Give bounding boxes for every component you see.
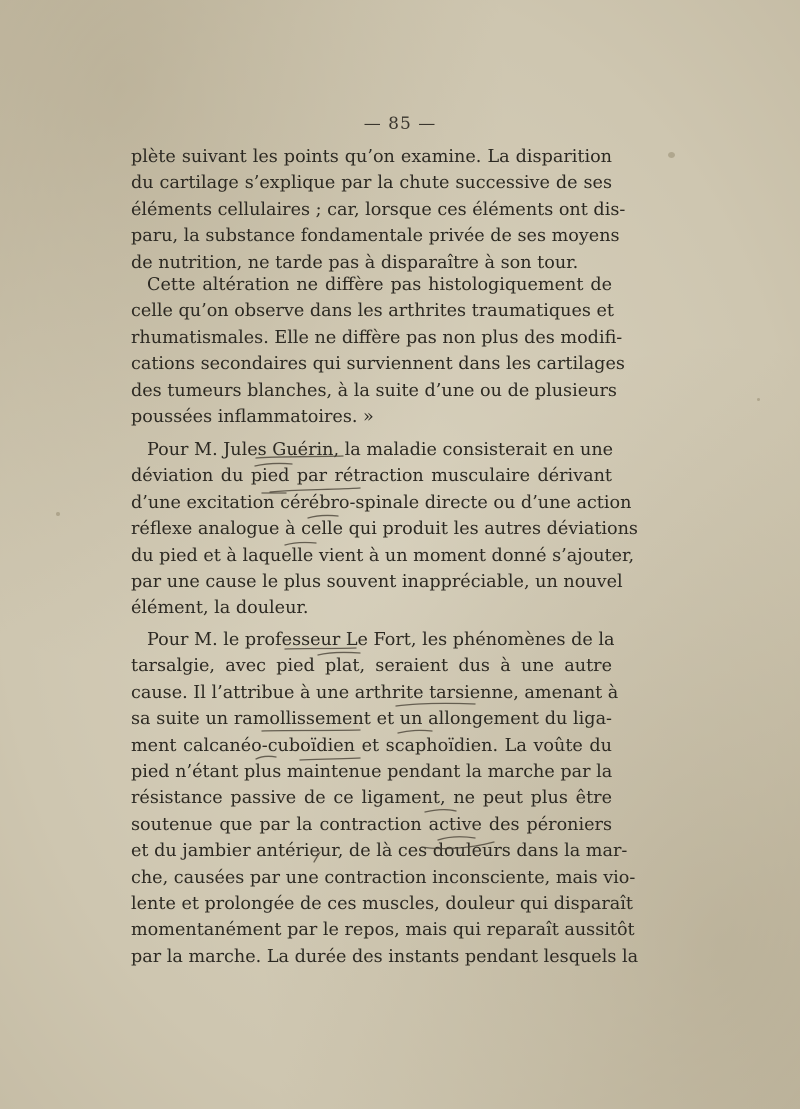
paragraph-4 (131, 627, 639, 970)
text-line: celle qu’on observe dans les arthrites traumatiques et (131, 301, 614, 322)
text-line: cations secondaires qui surviennent dans les cartilages (131, 354, 625, 375)
text-line: rhumatismales. Elle ne diffère pas non plus des modifi- (131, 327, 623, 348)
text-line: pied n’étant plus maintenue pendant la marche par la (131, 761, 613, 782)
text-line: Pour M. le professeur Le Fort, les phénomènes de la (147, 630, 615, 650)
text-line: du cartilage s’explique par la chute successive de ses (131, 173, 612, 194)
text-line: lente et prolongée de ces muscles, douleur qui disparaît (131, 893, 633, 914)
text-line: d’une excitation cérébro-spinale directe ou d’une action (131, 492, 632, 513)
text-line: du pied et à laquelle vient à un moment donné s’ajouter, (131, 545, 635, 566)
text-line: plète suivant les points qu’on examine. La disparition (131, 147, 612, 167)
text-line: déviation du pied par rétraction musculaire dérivant (131, 466, 612, 487)
paragraph-2 (131, 272, 625, 430)
text-line: et du jambier antérieur, de là ces douleurs dans la mar- (131, 841, 628, 862)
text-line: élément, la douleur. (131, 598, 309, 619)
text-line: momentanément par le repos, mais qui reparaît aussitôt (131, 920, 635, 941)
ink-spot (56, 512, 60, 516)
text-line: par la marche. La durée des instants pendant lesquels la (131, 946, 639, 967)
text-line: éléments cellulaires ; car, lorsque ces éléments ont dis- (131, 199, 626, 220)
paragraph-1 (131, 144, 626, 276)
text-line: sa suite un ramollissement et un allongement du liga- (131, 709, 612, 730)
page-number: — 85 — (363, 114, 437, 134)
text-line: des tumeurs blanches, à la suite d’une ou de plusieurs (131, 380, 617, 401)
ink-spot (757, 398, 760, 401)
text-line: ment calcanéo-cuboïdien et scaphoïdien. La voûte du (131, 735, 612, 756)
text-line: par une cause le plus souvent inappréciable, un nouvel (131, 571, 623, 592)
text-line: tarsalgie, avec pied plat, seraient dus à une autre (131, 656, 612, 677)
paragraph-3 (131, 437, 638, 622)
text-line: résistance passive de ce ligament, ne peut plus être (131, 788, 612, 809)
text-line: Pour M. Jules Guérin, la maladie consisterait en une (147, 440, 614, 460)
ink-spot (668, 152, 675, 158)
text-line: Cette altération ne diffère pas histologiquement de (147, 275, 612, 295)
text-line: soutenue que par la contraction active des péroniers (131, 814, 612, 835)
text-line: réflexe analogue à celle qui produit les autres déviations (131, 519, 638, 540)
text-line: poussées inflammatoires. » (131, 406, 374, 427)
text-line: che, causées par une contraction inconsciente, mais vio- (131, 867, 636, 888)
text-line: de nutrition, ne tarde pas à disparaître à son tour. (131, 252, 579, 273)
text-line: paru, la substance fondamentale privée de ses moyens (131, 226, 620, 247)
text-line: cause. Il l’attribue à une arthrite tarsienne, amenant à (131, 682, 619, 703)
